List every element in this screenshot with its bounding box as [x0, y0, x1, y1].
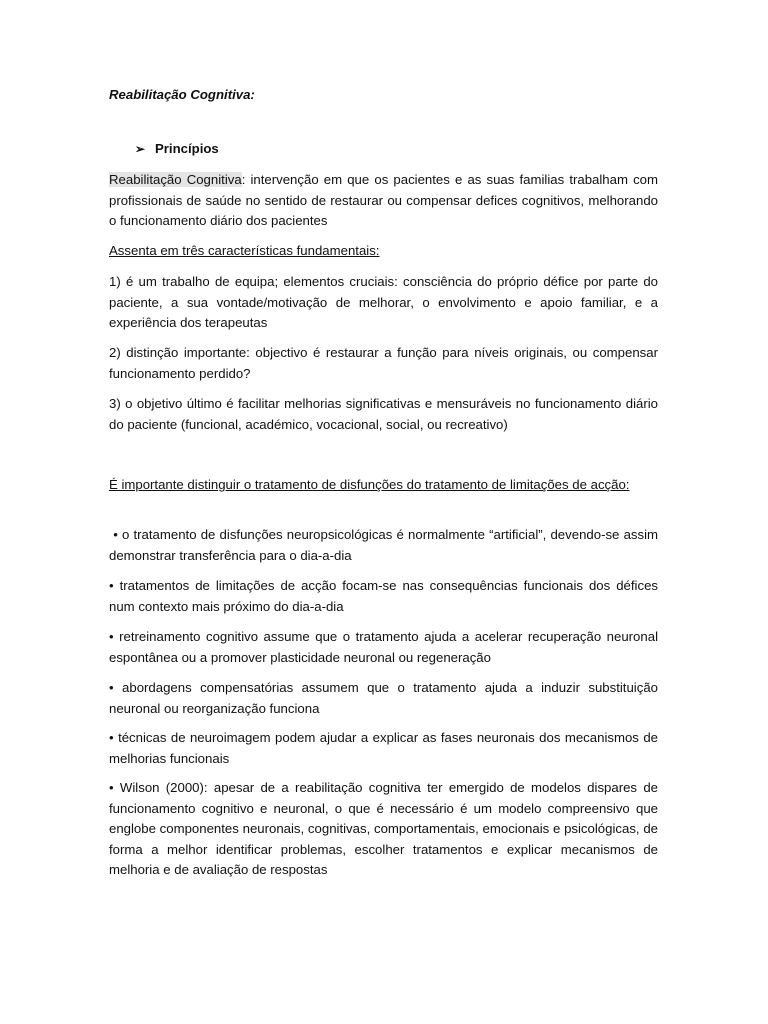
bullet-icon: •	[109, 680, 114, 695]
bullet-icon: •	[109, 629, 114, 644]
bullet-icon: •	[109, 730, 114, 745]
characteristics-heading: Assenta em três características fundamentais:	[109, 243, 380, 258]
bullet-icon: •	[109, 780, 114, 795]
bullet-text: tratamentos de limitações de acção focam-se nas consequências funcionais dos défices num contexto mais próximo do dia-a-dia	[109, 578, 658, 614]
arrow-bullet-icon: ➢	[135, 142, 146, 156]
characteristic-item-3: 3) o objetivo último é facilitar melhorias significativas e mensuráveis no funcionamento diário do paciente (funcional, académico, vocacional, social, ou recreativo)	[109, 396, 658, 432]
characteristic-item-2: 2) distinção importante: objectivo é restaurar a função para níveis originais, ou compensar funcionamento perdido?	[109, 345, 658, 381]
distinction-bullet-3	[109, 627, 658, 668]
section-heading-label: Princípios	[155, 141, 219, 156]
distinction-bullet-2	[109, 576, 658, 617]
bullet-text: abordagens compensatórias assumem que o tratamento ajuda a induzir substituição neuronal ou reorganização funciona	[109, 680, 658, 716]
distinction-bullet-6	[109, 778, 658, 881]
characteristic-item-1: 1) é um trabalho de equipa; elementos cruciais: consciência do próprio défice por parte do paciente, a sua vontade/motivação de melhorar, o envolvimento e apoio familiar, e a experiência dos terapeutas	[109, 274, 658, 330]
bullet-icon: •	[109, 578, 114, 593]
distinction-heading: É importante distinguir o tratamento de disfunções do tratamento de limitações de acção:	[109, 477, 630, 492]
distinction-bullet-5	[109, 728, 658, 769]
distinction-bullet-1	[109, 525, 658, 566]
section-heading	[135, 141, 219, 156]
bullet-text: técnicas de neuroimagem podem ajudar a explicar as fases neuronais dos mecanismos de melhorias funcionais	[109, 730, 658, 766]
definition-paragraph	[109, 170, 658, 232]
bullet-text: o tratamento de disfunções neuropsicológicas é normalmente “artificial”, devendo-se assim demonstrar transferência para o dia-a-dia	[109, 527, 659, 563]
bullet-text: Wilson (2000): apesar de a reabilitação cognitiva ter emergido de modelos dispares de funcionamento cognitivo e neuronal, o que é necessário é um modelo compreensivo que englobe componentes neuronais, cognitivas, comportamentais, emocionais e psicológicas, de forma a melhor identificar problemas, escolher tratamentos e explicar mecanismos de melhoria e de avaliação de respostas	[109, 780, 658, 877]
definition-term: Reabilitação Cognitiva	[109, 172, 242, 187]
distinction-bullet-4	[109, 678, 658, 719]
bullet-icon: •	[113, 527, 118, 542]
document-title: Reabilitação Cognitiva:	[109, 87, 255, 102]
definition-text: : intervenção em que os pacientes e as suas familias trabalham com profissionais de saúde no sentido de restaurar ou compensar defices cognitivos, melhorando o funcionamento diário dos pacientes	[109, 172, 658, 228]
bullet-text: retreinamento cognitivo assume que o tratamento ajuda a acelerar recuperação neuronal espontânea ou a promover plasticidade neuronal ou regeneração	[109, 629, 658, 665]
